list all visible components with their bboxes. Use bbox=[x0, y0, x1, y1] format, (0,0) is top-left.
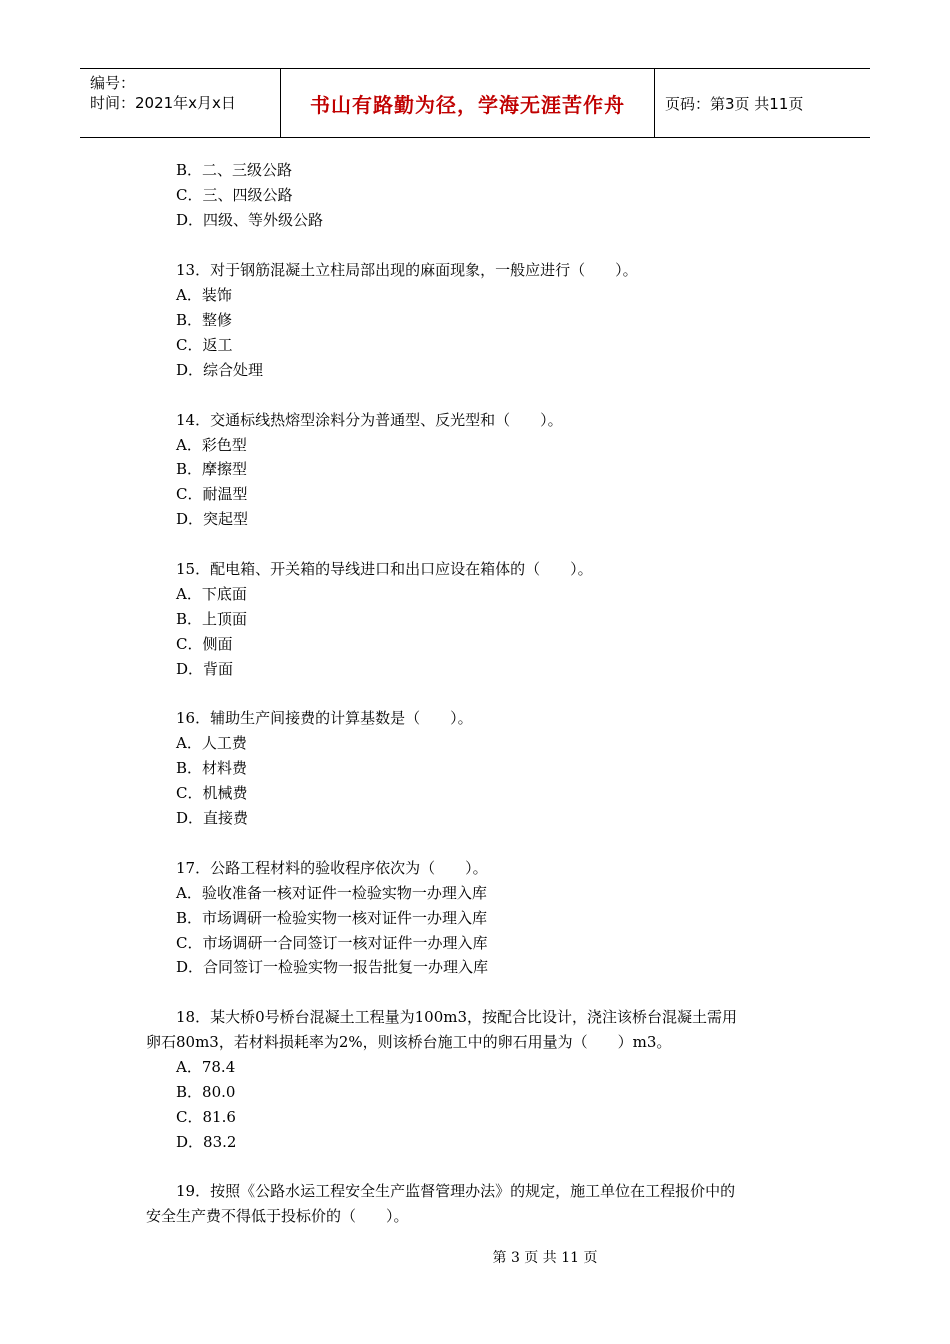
answer-option: D．83.2 bbox=[176, 1133, 237, 1151]
answer-option: A．装饰 bbox=[176, 286, 232, 304]
answer-option: B．材料费 bbox=[176, 759, 248, 777]
page-header bbox=[80, 68, 870, 138]
page-footer bbox=[0, 1247, 950, 1267]
answer-option: C．三、四级公路 bbox=[176, 186, 293, 204]
question-text: 卵石80m3，若材料损耗率为2%，则该桥台施工中的卵石用量为（ ）m3。 bbox=[146, 1033, 672, 1051]
date-label: 时间：2021年x月x日 bbox=[90, 94, 236, 112]
question-text: 14．交通标线热熔型涂料分为普通型、反光型和（ ）。 bbox=[176, 411, 563, 429]
answer-option: A．彩色型 bbox=[176, 436, 247, 454]
answer-option: D．直接费 bbox=[176, 809, 249, 827]
answer-option: B．80.0 bbox=[176, 1083, 236, 1101]
answer-option: C．81.6 bbox=[176, 1108, 236, 1126]
answer-option: C．机械费 bbox=[176, 784, 248, 802]
answer-option: D．背面 bbox=[176, 660, 234, 678]
answer-option: B．市场调研一检验实物一核对证件一办理入库 bbox=[176, 909, 488, 927]
question-text: 16．辅助生产间接费的计算基数是（ ）。 bbox=[176, 709, 473, 727]
question-text: 18．某大桥0号桥台混凝土工程量为100m3，按配合比设计，浇注该桥台混凝土需用 bbox=[176, 1008, 738, 1026]
answer-option: D．四级、等外级公路 bbox=[176, 211, 324, 229]
number-label: 编号： bbox=[90, 74, 136, 92]
answer-option: B．摩擦型 bbox=[176, 460, 248, 478]
answer-option: A．78.4 bbox=[176, 1058, 236, 1076]
answer-option: B．整修 bbox=[176, 311, 233, 329]
question-text: 安全生产费不得低于投标价的（ ）。 bbox=[146, 1207, 409, 1225]
question-text: 15．配电箱、开关箱的导线进口和出口应设在箱体的（ ）。 bbox=[176, 560, 593, 578]
answer-option: A．验收准备一核对证件一检验实物一办理入库 bbox=[176, 884, 487, 902]
answer-option: C．市场调研一合同签订一核对证件一办理入库 bbox=[176, 934, 488, 952]
answer-option: A．人工费 bbox=[176, 734, 247, 752]
answer-option: C．耐温型 bbox=[176, 485, 248, 503]
footer-page-number: 第 3 页 共 11 页 bbox=[492, 1250, 598, 1266]
answer-option: C．侧面 bbox=[176, 635, 233, 653]
answer-option: D．合同签订一检验实物一报告批复一办理入库 bbox=[176, 958, 489, 976]
question-text: 17．公路工程材料的验收程序依次为（ ）。 bbox=[176, 859, 488, 877]
answer-option: A．下底面 bbox=[176, 585, 247, 603]
answer-option: B．上顶面 bbox=[176, 610, 248, 628]
question-text: 19．按照《公路水运工程安全生产监督管理办法》的规定，施工单位在工程报价中的 bbox=[176, 1182, 736, 1200]
header-meta bbox=[80, 69, 281, 137]
header-page-info: 页码：第3页 共11页 bbox=[665, 94, 804, 113]
answer-option: D．突起型 bbox=[176, 510, 249, 528]
question-text: 13．对于钢筋混凝土立柱局部出现的麻面现象，一般应进行（ ）。 bbox=[176, 261, 638, 279]
answer-option: B．二、三级公路 bbox=[176, 161, 293, 179]
header-motto: 书山有路勤为径，学海无涯苦作舟 bbox=[281, 69, 655, 137]
answer-option: C．返工 bbox=[176, 336, 233, 354]
answer-option: D．综合处理 bbox=[176, 361, 264, 379]
